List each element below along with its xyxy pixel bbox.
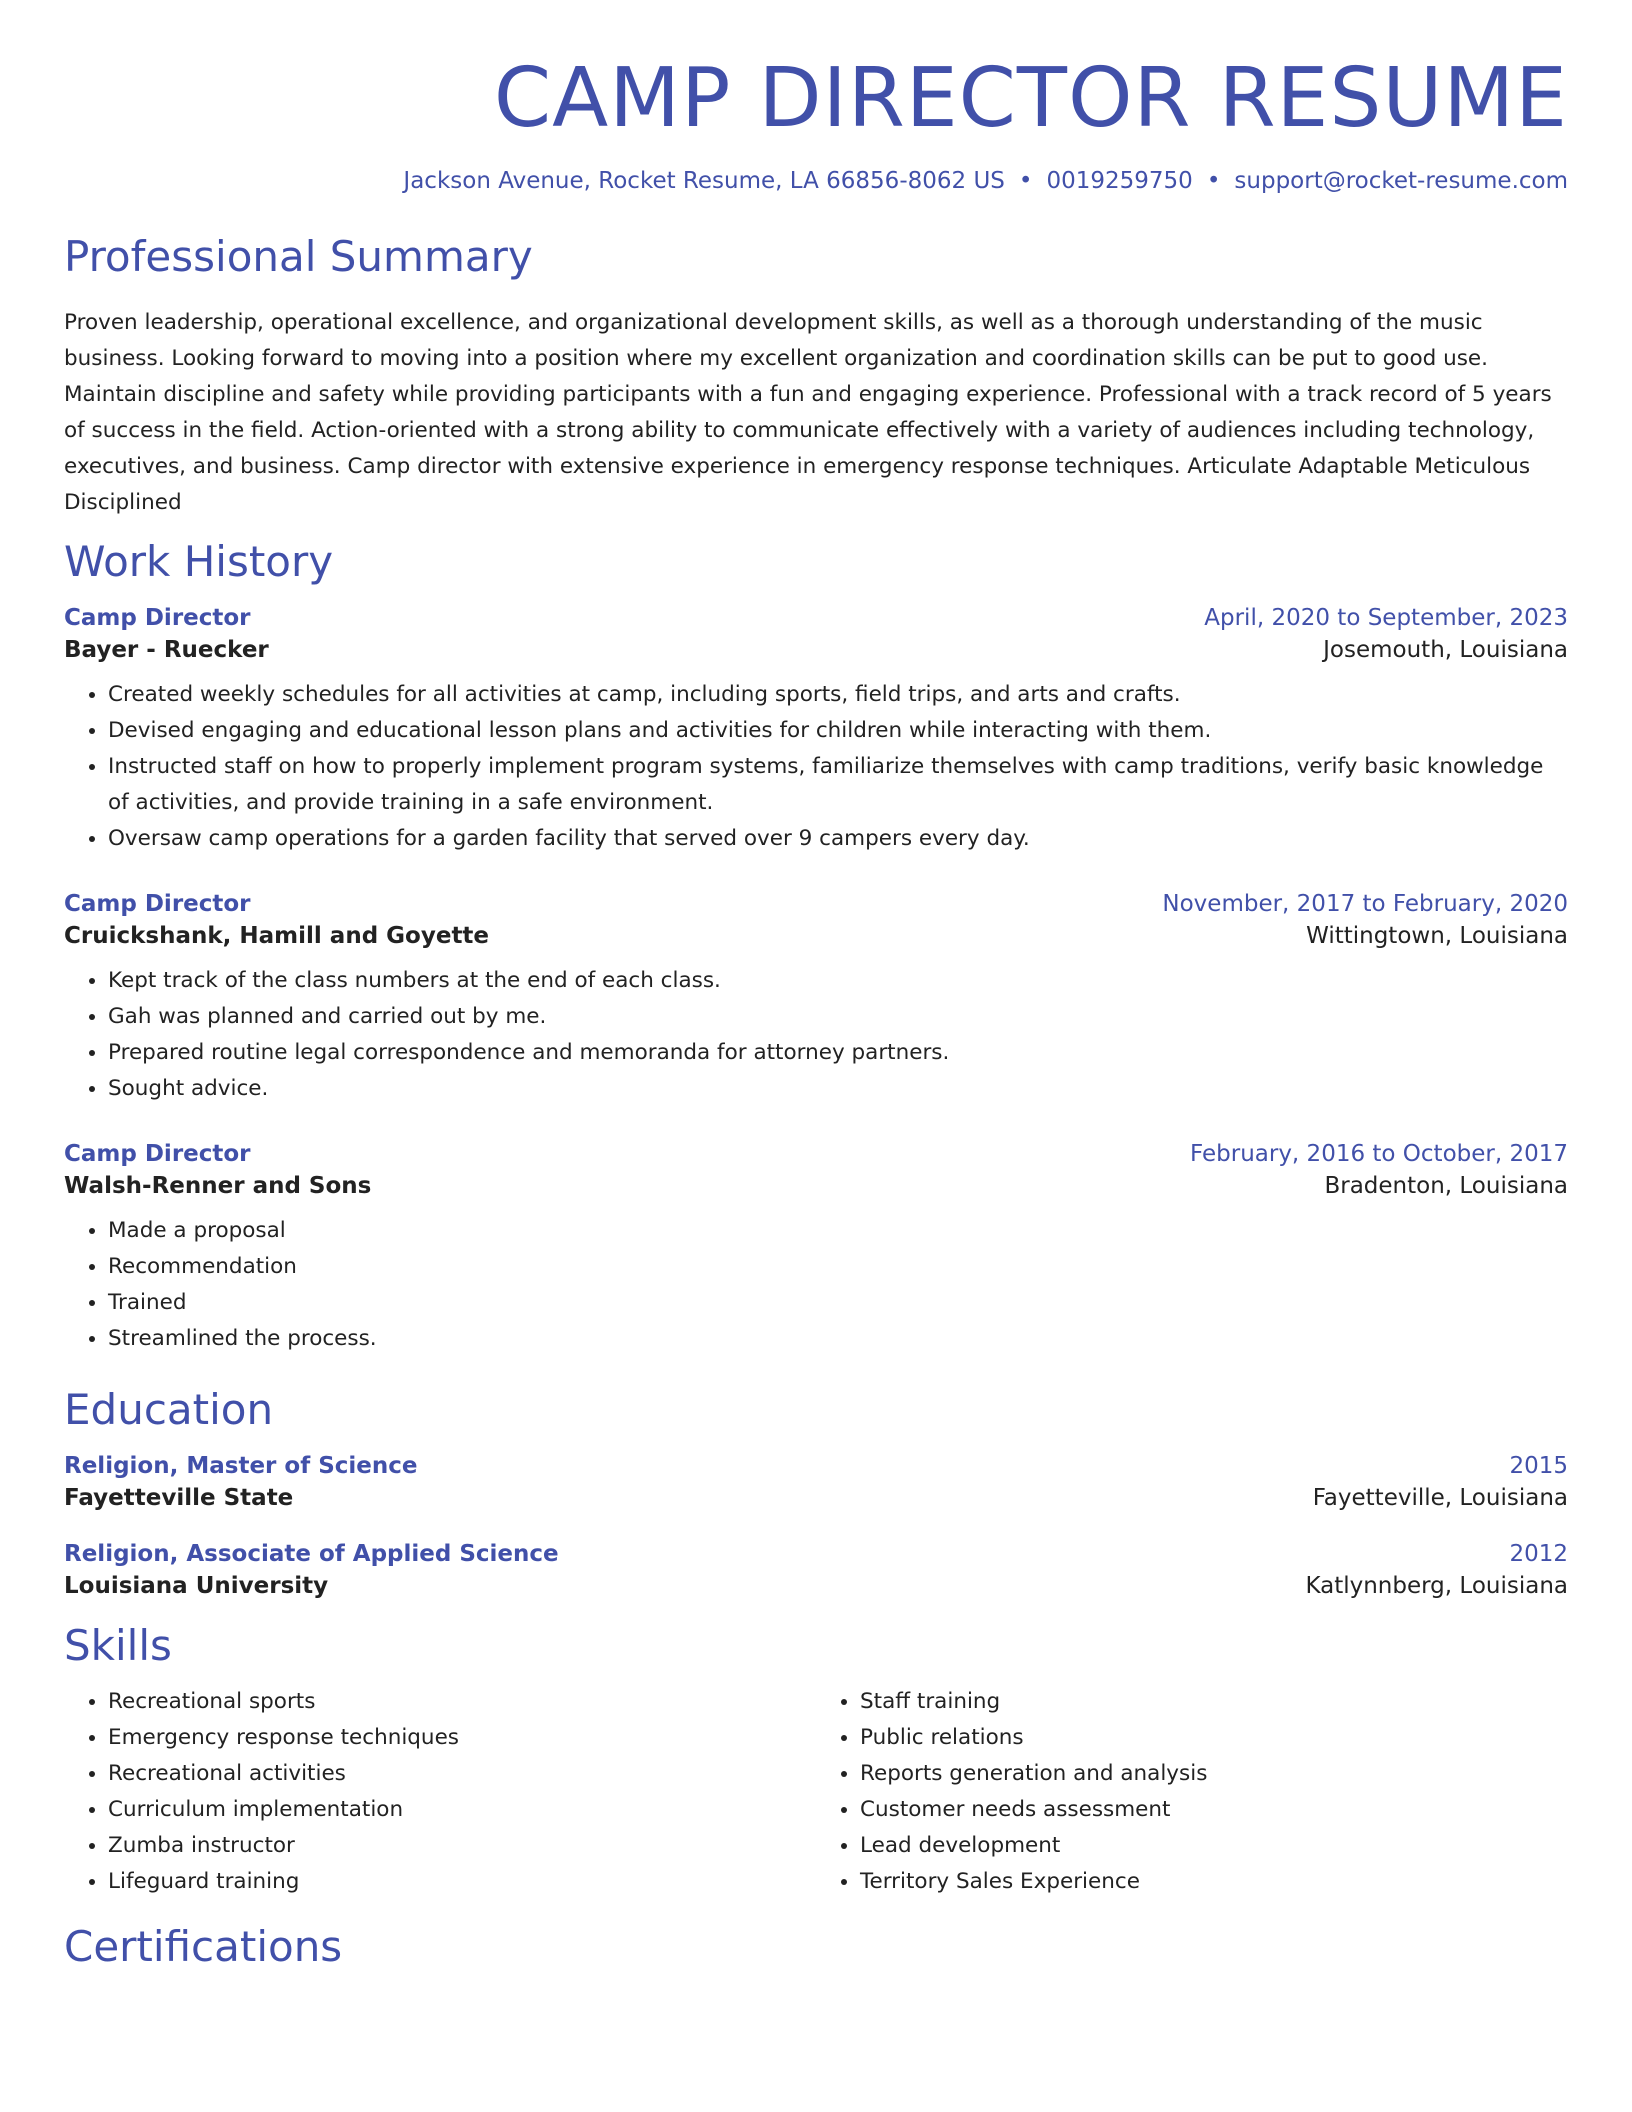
job-employer: Walsh-Renner and Sons (64, 1173, 372, 1200)
skill-item: • Recreational sports (108, 1684, 816, 1720)
section-title-summary: Professional Summary (64, 232, 533, 282)
job-employer: Cruickshank, Hamill and Goyette (64, 923, 490, 950)
education-school: Fayetteville State (64, 1485, 294, 1512)
job-header (64, 891, 1568, 917)
education-entry (64, 1541, 1568, 1599)
education-year: 2012 (1509, 1541, 1568, 1568)
resume-page (64, 0, 1568, 1972)
job-subheader (64, 923, 1568, 949)
job-dates: November, 2017 to February, 2020 (1162, 891, 1568, 918)
skill-item: • Recreational activities (108, 1756, 816, 1792)
contact-phone: 0019259750 (1046, 168, 1193, 195)
job-subheader (64, 1173, 1568, 1199)
job-role: Camp Director (64, 1141, 251, 1168)
skill-item: • Staff training (860, 1684, 1568, 1720)
skill-item: • Territory Sales Experience (860, 1864, 1568, 1900)
education-subheader (64, 1573, 1568, 1599)
skills-list-right (816, 1684, 1568, 1900)
skill-item: • Emergency response techniques (108, 1720, 816, 1756)
job-bullet: • Devised engaging and educational lesson plans and activities for children while interacting with them. (108, 713, 1568, 749)
job-bullet: • Oversaw camp operations for a garden facility that served over 9 campers every day. (108, 821, 1568, 857)
skill-item: • Lead development (860, 1828, 1568, 1864)
education-entry (64, 1453, 1568, 1511)
skills-list-left (64, 1684, 816, 1900)
education-degree: Religion, Master of Science (64, 1453, 418, 1480)
skill-item: • Reports generation and analysis (860, 1756, 1568, 1792)
section-title-skills: Skills (64, 1621, 172, 1671)
education-location: Katlynnberg, Louisiana (1305, 1573, 1568, 1600)
education-year: 2015 (1509, 1453, 1568, 1480)
education-location: Fayetteville, Louisiana (1312, 1485, 1568, 1512)
education-header (64, 1541, 1568, 1567)
skill-item: • Curriculum implementation (108, 1792, 816, 1828)
job-bullets (64, 1213, 1568, 1357)
skill-item: • Public relations (860, 1720, 1568, 1756)
job-bullet: • Sought advice. (108, 1071, 1568, 1107)
education-school: Louisiana University (64, 1573, 329, 1600)
resume-title: CAMP DIRECTOR RESUME (493, 51, 1568, 146)
job-bullets (64, 677, 1568, 857)
job-bullet: • Made a proposal (108, 1213, 1568, 1249)
job-bullet: • Gah was planned and carried out by me. (108, 999, 1568, 1035)
contact-email[interactable]: support@rocket-resume.com (1234, 168, 1568, 195)
job-bullet: • Trained (108, 1285, 1568, 1321)
job-bullet: • Created weekly schedules for all activities at camp, including sports, field trips, and arts and crafts. (108, 677, 1568, 713)
job-bullet: • Streamlined the process. (108, 1321, 1568, 1357)
job-location: Wittingtown, Louisiana (1306, 923, 1568, 950)
contact-separator: • (1018, 168, 1033, 195)
job-header (64, 605, 1568, 631)
job-bullet: • Prepared routine legal correspondence and memoranda for attorney partners. (108, 1035, 1568, 1071)
section-title-education: Education (64, 1385, 274, 1435)
contact-line (64, 168, 1568, 194)
section-title-work-history: Work History (64, 536, 334, 586)
job-role: Camp Director (64, 891, 251, 918)
job-bullet: • Recommendation (108, 1249, 1568, 1285)
skill-item: • Lifeguard training (108, 1864, 816, 1900)
education-header (64, 1453, 1568, 1479)
skill-item: • Customer needs assessment (860, 1792, 1568, 1828)
summary-text: Proven leadership, operational excellence, and organizational development skills, as well as a thorough understanding of the music business. Looking forward to moving into a position where my excellent organization and coordination skills can be put to good use. Maintain discipline and safety while providing participants with a fun and engaging experience. Professional with a track record of 5 years of success in the field. Action-oriented with a strong ability to communicate effectively with a variety of audiences including technology, executives, and business. Camp director with extensive experience in emergency response techniques. Articulate Adaptable Meticulous Disciplined (64, 309, 1552, 515)
job-dates: February, 2016 to October, 2017 (1190, 1141, 1568, 1168)
job-entry (64, 605, 1568, 857)
education-degree: Religion, Associate of Applied Science (64, 1541, 559, 1568)
job-header (64, 1141, 1568, 1167)
job-location: Josemouth, Louisiana (1323, 637, 1568, 664)
job-location: Bradenton, Louisiana (1324, 1173, 1568, 1200)
skills-grid (64, 1684, 1568, 1900)
education-subheader (64, 1485, 1568, 1511)
contact-separator: • (1206, 168, 1221, 195)
job-employer: Bayer - Ruecker (64, 637, 269, 664)
job-bullet: • Instructed staff on how to properly implement program systems, familiarize themselves with camp traditions, verify basic knowledge of activities, and provide training in a safe environment. (108, 749, 1568, 821)
job-entry (64, 891, 1568, 1107)
job-dates: April, 2020 to September, 2023 (1204, 605, 1568, 632)
job-subheader (64, 637, 1568, 663)
job-bullets (64, 963, 1568, 1107)
skill-item: • Zumba instructor (108, 1828, 816, 1864)
contact-address: Jackson Avenue, Rocket Resume, LA 66856-8062 US (403, 168, 1005, 195)
job-role: Camp Director (64, 605, 251, 632)
job-entry (64, 1141, 1568, 1357)
section-title-certifications: Certifications (64, 1921, 343, 1971)
job-bullet: • Kept track of the class numbers at the end of each class. (108, 963, 1568, 999)
